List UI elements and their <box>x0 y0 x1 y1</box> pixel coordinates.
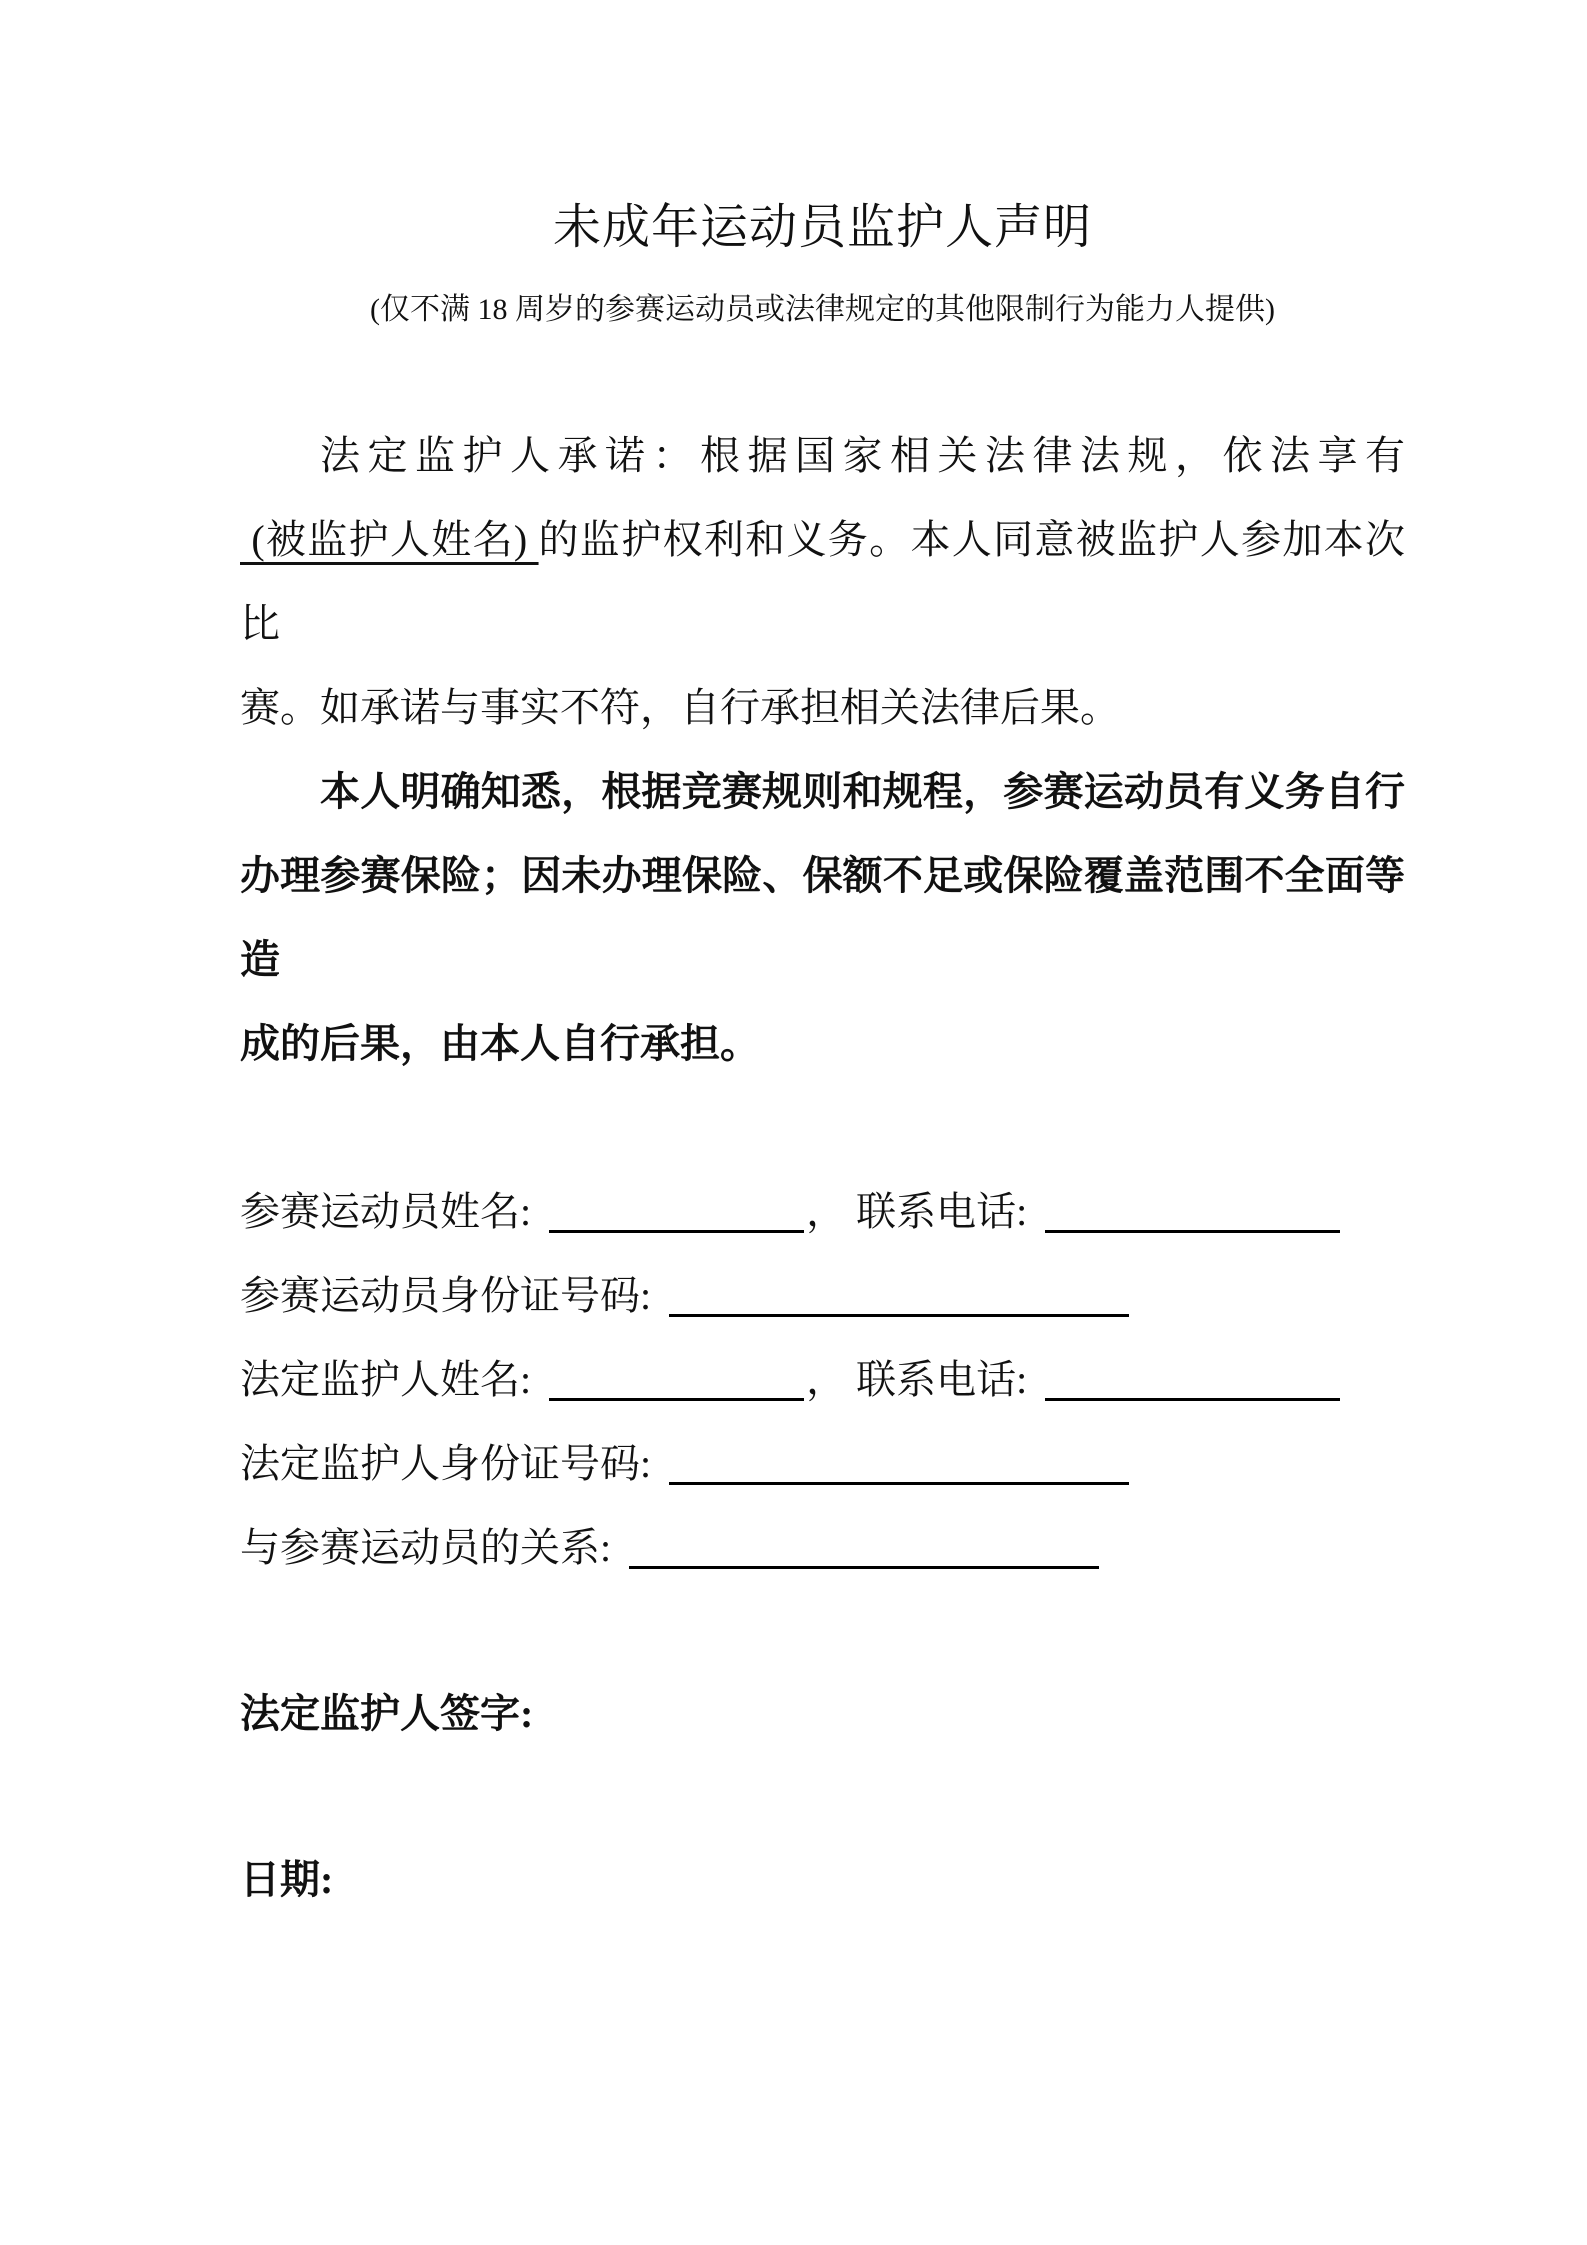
guardian-phone-blank-line <box>1045 1398 1340 1401</box>
athlete-id-blank-line <box>669 1314 1129 1317</box>
guardian-name-label: 法定监护人姓名: <box>240 1357 532 1402</box>
page-title: 未成年运动员监护人声明 <box>552 201 1092 254</box>
guardian-name-blank-line <box>549 1398 804 1401</box>
promise-line-2 <box>240 498 1405 666</box>
relation-blank-line <box>629 1566 1099 1569</box>
field-row-guardian-name-phone <box>240 1338 1405 1422</box>
athlete-name-blank-line <box>549 1230 804 1233</box>
promise-line-3: 赛。如承诺与事实不符，自行承担相关法律后果。 <box>240 685 1120 730</box>
paragraph-insurance-notice <box>240 750 1405 1086</box>
field-row-athlete-id <box>240 1254 1405 1338</box>
insurance-line-3: 成的后果，由本人自行承担。 <box>240 1021 760 1066</box>
athlete-name-label: 参赛运动员姓名: <box>240 1189 532 1234</box>
ward-name-blank: (被监护人姓名) <box>240 517 539 562</box>
relation-label: 与参赛运动员的关系: <box>240 1525 612 1570</box>
field-row-athlete-name-phone <box>240 1170 1405 1254</box>
paragraph-guardian-promise <box>240 414 1405 750</box>
promise-line-2-text: 的监护权利和义务。本人同意被监护人参加本次比 <box>240 517 1406 646</box>
guardian-id-label: 法定监护人身份证号码: <box>240 1441 652 1486</box>
field-row-guardian-id <box>240 1422 1405 1506</box>
athlete-phone-label: ， 联系电话: <box>806 1189 1028 1234</box>
athlete-phone-blank-line <box>1045 1230 1340 1233</box>
form-fields <box>240 1170 1405 1590</box>
promise-line-1: 法定监护人承诺：根据国家相关法律法规，依法享有 <box>320 433 1405 478</box>
guardian-signature-label: 法定监护人签字: <box>240 1691 534 1736</box>
guardian-phone-label: ， 联系电话: <box>806 1357 1028 1402</box>
date-label: 日期: <box>240 1857 334 1902</box>
page-subtitle: (仅不满 18 周岁的参赛运动员或法律规定的其他限制行为能力人提供) <box>370 293 1275 326</box>
athlete-id-label: 参赛运动员身份证号码: <box>240 1273 652 1318</box>
insurance-line-2: 办理参赛保险；因未办理保险、保额不足或保险覆盖范围不全面等造 <box>240 853 1405 982</box>
guardian-id-blank-line <box>669 1482 1129 1485</box>
insurance-line-1: 本人明确知悉，根据竞赛规则和规程，参赛运动员有义务自行 <box>320 769 1405 814</box>
field-row-relation <box>240 1506 1405 1590</box>
